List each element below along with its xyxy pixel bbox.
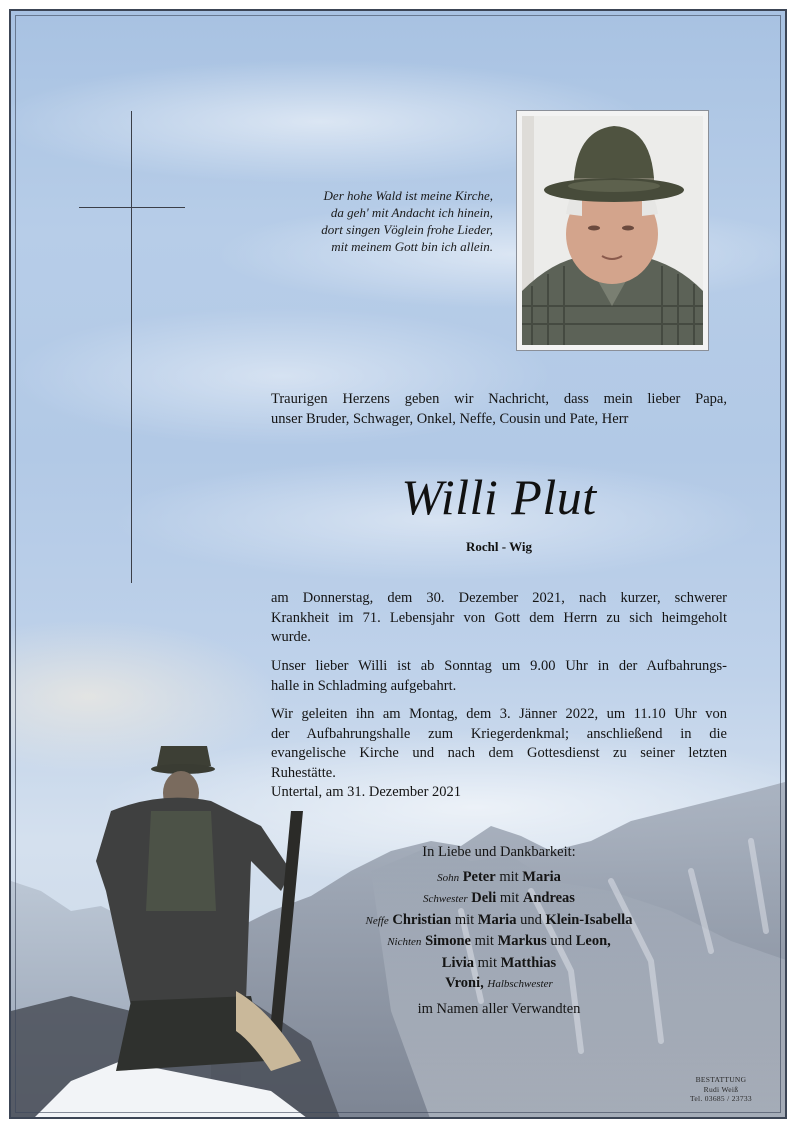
relation-label: Halbschwester — [487, 978, 553, 990]
relation-label: Nichten — [387, 936, 422, 948]
joiner: mit — [454, 911, 475, 928]
funeral-paragraph — [271, 705, 727, 783]
text-line: evangelische Kirche und nach dem Gottesdienst zu seiner letzten — [271, 745, 727, 761]
poem — [241, 187, 493, 255]
joiner: und — [520, 911, 542, 928]
mourner-nieces — [271, 931, 727, 953]
text-line: Ruhestätte. — [271, 764, 336, 781]
relation-label: Sohn — [437, 871, 460, 884]
mourner-name: Deli — [471, 890, 497, 906]
text-line: Krankheit im 71. Lebensjahr von Gott dem Herrn zu sich heimgeholt — [271, 609, 727, 626]
mourner-name: Maria — [522, 868, 561, 885]
funeral-home-line: BESTATTUNG — [695, 1075, 747, 1084]
text-line: halle in Schladming aufgebahrt. — [271, 677, 457, 694]
mourner-name: Simone — [425, 933, 471, 949]
mourner-name: Christian — [392, 911, 452, 928]
poem-line: Der hohe Wald ist meine Kirche, — [323, 188, 493, 203]
deceased-name: Willi Plut — [401, 469, 597, 525]
mourner-name: Maria — [477, 911, 517, 928]
cross-icon-horizontal — [79, 207, 185, 208]
text-line: Untertal, am 31. Dezember 2021 — [271, 784, 462, 800]
text-line: am Donnerstag, dem 30. Dezember 2021, nach kurzer, schwerer — [271, 590, 727, 606]
mourner-sister — [271, 888, 727, 910]
intro-line: Traurigen Herzens geben wir Nachricht, dass mein lieber Papa, — [271, 391, 727, 407]
mourner-son — [271, 867, 727, 889]
joiner: mit — [499, 868, 519, 885]
text-line: der Aufbahrungshalle zum Kriegerdenkmal; anschließend in die — [271, 725, 727, 742]
mourner-name: Markus — [497, 933, 547, 949]
text-line: Wir geleiten ihn am Montag, dem 3. Jänner 2022, um 11.10 Uhr von — [271, 706, 727, 722]
relation-label: Schwester — [423, 893, 468, 905]
joiner: und — [550, 933, 573, 949]
deceased-nickname: Rochl - Wig — [466, 539, 532, 554]
mourner-half-sister — [271, 973, 727, 995]
mourners-heading: In Liebe und Dankbarkeit: — [422, 844, 576, 860]
mourner-name: Leon, — [575, 933, 611, 949]
portrait-photo — [516, 110, 709, 351]
poem-line: da geh' mit Andacht ich hinein, — [330, 205, 493, 220]
joiner: mit — [499, 890, 520, 906]
viewing-paragraph — [271, 657, 727, 696]
portrait-image — [522, 116, 703, 345]
funeral-home-line: Rudi Weiß — [703, 1084, 739, 1094]
mourner-name: Livia — [441, 954, 475, 971]
mourner-nephew — [271, 910, 727, 932]
mourners-list — [271, 842, 727, 1019]
mourner-name: Peter — [462, 868, 496, 885]
mourner-name: Andreas — [522, 890, 575, 906]
mourner-nieces-cont — [271, 953, 727, 974]
obituary-frame — [9, 9, 787, 1119]
cross-icon-vertical — [131, 111, 132, 583]
mourners-closing: im Namen aller Verwandten — [417, 1000, 581, 1017]
mourner-name: Matthias — [500, 954, 557, 971]
mourner-name: Vroni, — [445, 975, 484, 991]
relation-label: Neffe — [365, 914, 389, 927]
joiner: mit — [477, 954, 497, 971]
poem-line: mit meinem Gott bin ich allein. — [331, 239, 493, 254]
mourner-name: Klein-Isabella — [545, 911, 633, 928]
poem-line: dort singen Vöglein frohe Lieder, — [321, 222, 493, 237]
funeral-home-stamp — [661, 1075, 781, 1104]
intro-line: unser Bruder, Schwager, Onkel, Neffe, Cousin und Pate, Herr — [271, 411, 629, 427]
joiner: mit — [474, 933, 494, 949]
funeral-home-line: Tel. 03685 / 23733 — [690, 1094, 752, 1103]
text-line: wurde. — [271, 629, 311, 645]
text-line: Unser lieber Willi ist ab Sonntag um 9.00 Uhr in der Aufbahrungs- — [271, 658, 727, 674]
intro-text — [271, 389, 727, 429]
death-notice-paragraph — [271, 589, 727, 648]
place-date — [271, 783, 727, 803]
